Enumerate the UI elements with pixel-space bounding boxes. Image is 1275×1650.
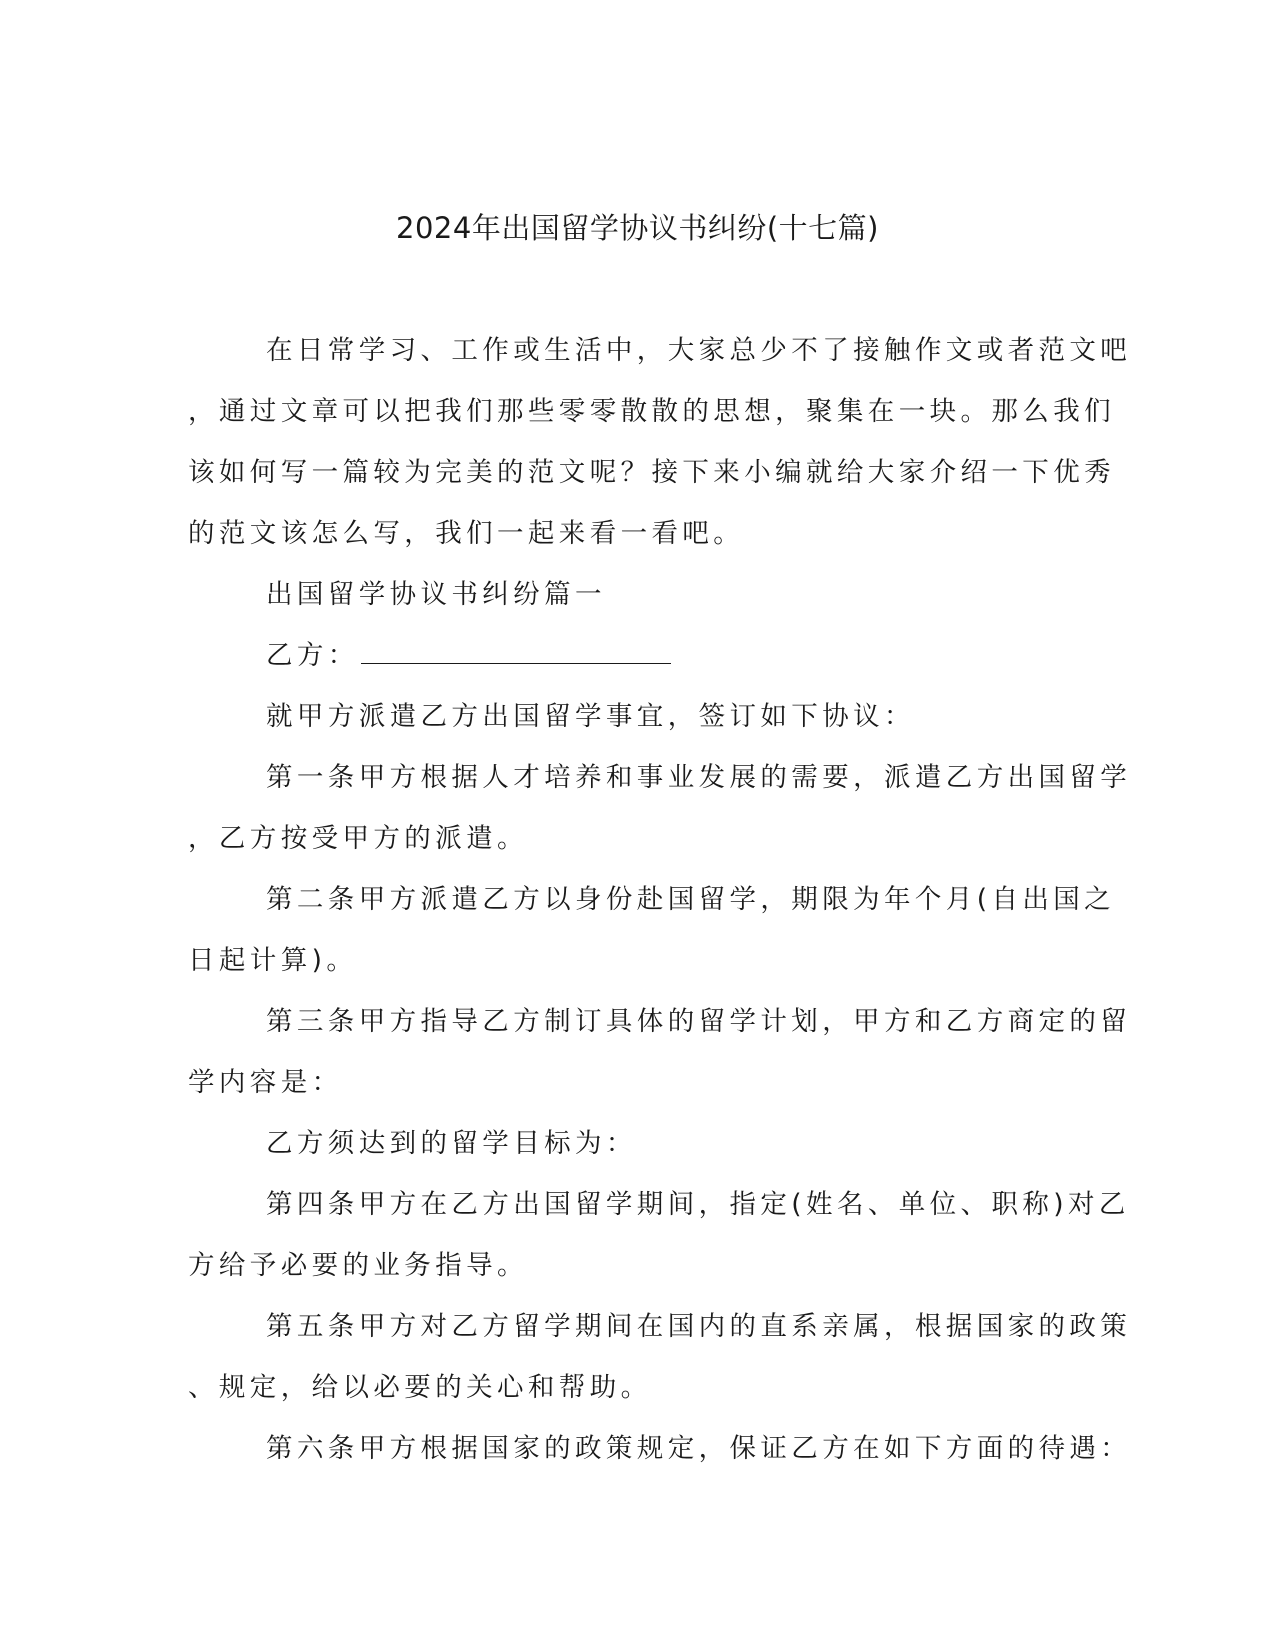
- article4-line: 方给予必要的业务指导。: [188, 1250, 528, 1281]
- article6-line: 第六条甲方根据国家的政策规定，保证乙方在如下方面的待遇：: [266, 1433, 1132, 1464]
- article5-line: 、规定，给以必要的关心和帮助。: [188, 1372, 652, 1403]
- document-body: [188, 330, 1132, 1489]
- article3-line: 第三条甲方指导乙方制订具体的留学计划，甲方和乙方商定的留: [266, 1006, 1132, 1037]
- article2-line: 第二条甲方派遣乙方以身份赴国留学，期限为年个月(自出国之: [266, 884, 1116, 915]
- party-b-line: [188, 635, 1078, 696]
- preamble-line: 就甲方派遣乙方出国留学事宜，签订如下协议：: [266, 701, 915, 732]
- article5-line: 第五条甲方对乙方留学期间在国内的直系亲属，根据国家的政策: [266, 1311, 1132, 1342]
- article3-line: 学内容是：: [188, 1067, 343, 1098]
- party-b-label: 乙方：: [266, 640, 359, 671]
- section-heading: 出国留学协议书纠纷篇一: [266, 579, 606, 610]
- document-title: 2024年出国留学协议书纠纷(十七篇): [396, 211, 879, 245]
- intro-line: 的范文该怎么写，我们一起来看一看吧。: [188, 518, 745, 549]
- intro-line: 在日常学习、工作或生活中，大家总少不了接触作文或者范文吧: [266, 335, 1132, 366]
- article1-line: 第一条甲方根据人才培养和事业发展的需要，派遣乙方出国留学: [266, 762, 1132, 793]
- party-b-blank: [361, 635, 671, 664]
- article2-line: 日起计算)。: [188, 945, 358, 976]
- intro-line: ，通过文章可以把我们那些零零散散的思想，聚集在一块。那么我们: [188, 396, 1115, 427]
- intro-line: 该如何写一篇较为完美的范文呢？接下来小编就给大家介绍一下优秀: [188, 457, 1115, 488]
- goal-line: 乙方须达到的留学目标为：: [266, 1128, 637, 1159]
- article1-line: ，乙方按受甲方的派遣。: [188, 823, 528, 854]
- article4-line: 第四条甲方在乙方出国留学期间，指定(姓名、单位、职称)对乙: [266, 1189, 1130, 1220]
